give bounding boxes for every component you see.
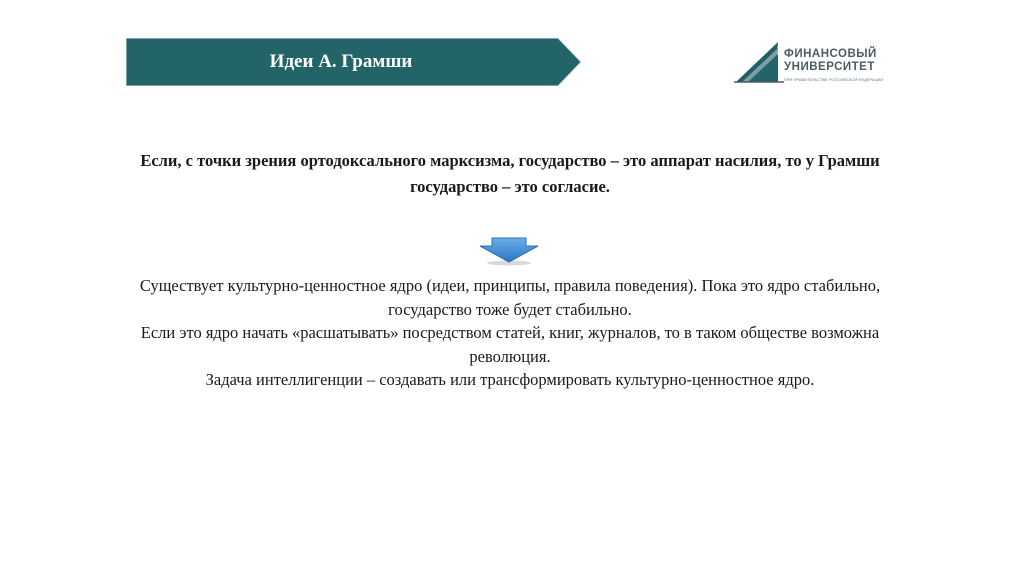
logo-text-line3: ПРИ ПРАВИТЕЛЬСТВЕ РОССИЙСКОЙ ФЕДЕРАЦИИ [784,77,884,82]
down-arrow-icon [476,236,542,271]
logo-text-line2: УНИВЕРСИТЕТ [784,61,875,73]
lead-statement: Если, с точки зрения ортодоксального марксизма, государство – это аппарат насилия, то у Грамши государство – это согласие. [140,151,880,196]
logo-emblem-icon [734,36,784,86]
body-paragraph-3: Задача интеллигенции – создавать или трансформировать культурно-ценностное ядро. [205,370,815,389]
body-paragraph-2: Если это ядро начать «расшатывать» посредством статей, книг, журналов, то в таком обществе возможна революция. [140,323,880,366]
body-paragraph-1: Существует культурно-ценностное ядро (идеи, принципы, правила поведения). Пока это ядро стабильно, государство тоже будет стабильно. [139,276,881,319]
page-title: Идеи А. Грамши [269,51,413,72]
university-logo [734,36,884,86]
logo-text-line1: ФИНАНСОВЫЙ [784,48,877,60]
body-text [120,274,900,392]
title-banner [126,38,582,86]
